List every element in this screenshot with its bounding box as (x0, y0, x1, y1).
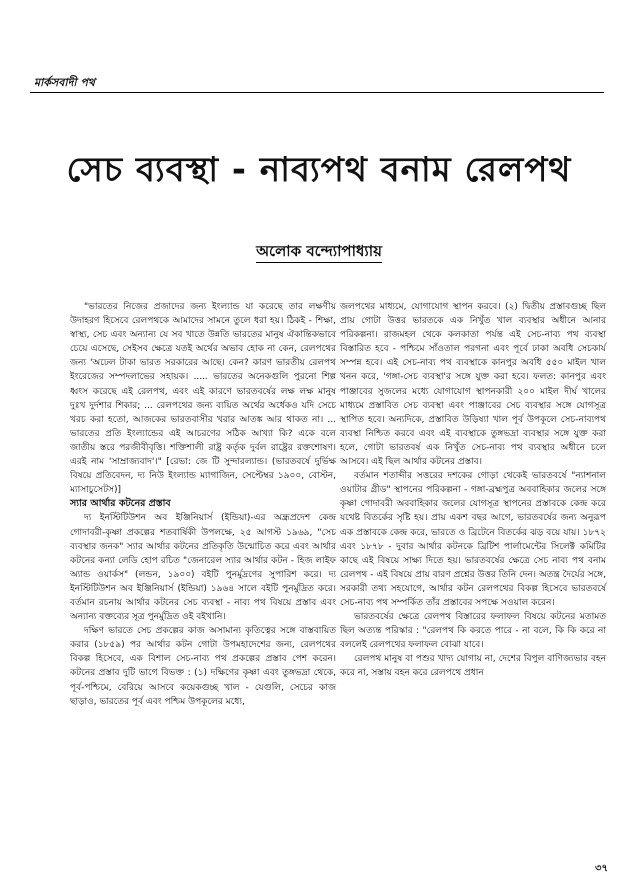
body-paragraph: রেলপথ মানুষ বা পশুর খাদ্য যোগায় না, দেশের বিপুল বাণিজ্যভার বহন করে না, সস্তায় বহন করে রেলপথে প্রধান (340, 654, 606, 679)
body-paragraph: বর্তমান শতাব্দীর সত্তরের দশকের গোড়া থেকেই ভারতবর্ষে "ন্যাশনাল ওয়াটার গ্রীড" স্থাপনের পরিকল্পনা - গঙ্গা-ব্রহ্মপুত্র অববাহিকার জলের সঙ্গে কৃষ্ণা গোদাবরী অববাহিকার জলের যোগসূত্র স্থাপনের প্রস্তাবকে কেন্দ্র করে যথেষ্ট বিতর্কের সৃষ্টি হয়। প্রায় একশ বছর আগে, ভারতবর্ষের জন্য অনুরূপ এক প্রস্তাবকে কেন্দ্র করে, ভারতে ও ব্রিটেনে বিতর্কের ঝড় বয়ে যায়। ১৮৭২ এবং ১৮৭৮ - দুবার আর্থার কটনকে ব্রিটিশ পার্লামেন্টের সিলেক্ট কমিটির কাছে এই বিষয়ে সাক্ষ্য দিতে হয়। ভারতবর্ষের ক্ষেত্রে সেচ নাব্য পথ বনাম রেলপথ - এই বিষয়ে প্রায় বারণ প্রশ্নের উত্তর তিনি দেন। অতন্ত্র দৈর্যের সঙ্গে, সরকারী তথ্য সহযোগে, আর্থার কটন রেলপথের বিকল্প হিসেবে ভারতবর্ষে সেচ-নাব্য পথ সম্পর্কিত তাঁর প্রস্তাবের সপক্ষে সওয়াল করেন। (340, 471, 606, 608)
header-rule (30, 92, 604, 93)
journal-name: মার্কসবাদী পথ (34, 76, 95, 89)
article-title: সেচ ব্যবস্থা - নাব্যপথ বনাম রেলপথ (66, 150, 572, 190)
section-heading: স্যার আর্থার কটনের প্রস্তাব (70, 498, 171, 510)
body-paragraph: দক্ষিণ ভারতে সেচ প্রকল্পের কাজ অসামান্য কৃতিত্বের সঙ্গে বাস্তবায়িত করার (১৮৫৯) পর আর্থার কটন গোটা উপমহাদেশের জন্য, রেলপথের বিকল্প হিসেবে, এক বিশাল সেচ-নাব্য পথ প্রকল্পের প্রস্তাব পেশ করেন। কটনের প্রস্তাব দুটি ভাগে বিভক্ত : (১) দক্ষিণের কৃষ্ণা এবং তুঙ্গভদ্রা থেকে, পূর্ব-পশ্চিমে, বেরিয়ে আসবে কয়েকগুচ্ছ খাল - যেগুলি, সেচের কাজ ছাড়াও, ভারতের পূর্ব এবং পশ্চিম উপকূলের মধ্যে, (70, 626, 336, 707)
body-paragraph: দ্য ইনস্টিটিউশন অব ইঞ্জিনিয়ার্স (ইন্ডিয়া)-এর অন্ধ্রপ্রদেশ কেন্দ্র গোদাবরী-কৃষ্ণা প্রকল্পের শতবার্ষিকী উপলক্ষে, ২৫ আগস্ট ১৯৬৯, "সেচ ব্যবস্থার জনক" স্যার আর্থার কটনের প্রতিকৃতি উন্মোচিত করে এবং আর্থার কটনের কন্যা লেডি হোপ রচিত "জেনারেল স্যার আর্থার কটন - হিজ লাইফ অ্যান্ড ওয়ার্কস" (লন্ডন, ১৯০০) বইটি পুনর্মুদ্রণের সুপারিশ করে। দ্য ইনস্টিটিউশন অব ইঞ্জিনিয়ার্স (ইন্ডিয়া) ১৯৬৪ সালে বইটি পুনর্মুদ্রিত করে। বর্তমান রচনায় আর্থার কটনের সেচ ব্যবস্থা - নাব্য পথ বিষয়ে প্রস্তাব এবং অন্যান্য বক্তব্যের সূত্র পুনর্মুদ্রিত ওই বইখানি। (70, 513, 336, 623)
right-column (340, 300, 606, 681)
page-number: ৩৭ (594, 863, 608, 874)
author-name: অলোক বন্দ্যোপাধ্যায় (256, 242, 382, 263)
quote-paragraph: "ভারতের নিজের প্রজাদের জন্য ইংল্যান্ড যা করেছে তার লক্ষণীয় উদাহরণ হিসেবে রেলপথকে আমাদের সামনে তুলে ধরা হয়। ঠিকই - শিক্ষা, স্বাস্থ্য, সেচ এবং অন্যান্য যে সব খাতে উন্নতি ভারতের মানুষ ঐকান্তিকভাবে চেয়ে এসেছে, সেইসব ক্ষেত্রে যতই অর্থের অভাব হোক না কেন, রেলপথের জন্য 'অঢেল টাকা ভারত সরকারের আছে। কেন? কারণ ভারতীয় রেলপথ ইংরেজের সম্পদলাভের সহায়ক। ..... ভারতের অনেকগুলি পুরনো শিল্প ধ্বংস করেছে এই রেলপথ, এবং এই কারণে ভারতবর্ষের লক্ষ লক্ষ মানুষ দুঃখ দুর্দশার শিকার; ... রেলপথের জন্য ব্যয়িত অর্থের অর্ধেকও যদি সেচে খরচ করা হতো, আজকের ভারতবাসীর খরার আতঙ্ক আর থাকত না। ... ভারতের প্রতি ইংল্যান্ডের এই আচরণের সঠিক আখ্যা কি? একে বলে জাতীয় স্তরে পরজীবীবৃত্তি। শক্তিশালী রাষ্ট্র কর্তৃক দুর্বল রাষ্ট্রের রক্তশোষণ। এরই নাম 'সাম্রাজ্যবাদ'।" [রেভা: জে টি সুন্দারল্যান্ড। (ভারতবর্ষে দুর্ভিক্ষ বিষয়ে প্রতিবেদন, দ্য নিউ ইংল্যান্ড ম্যাগাজিন, সেপ্টেম্বর ১৯০০, বোস্টন, ম্যাসাচুসেটস)] (70, 302, 336, 496)
article-author (0, 240, 638, 265)
body-paragraph: জলপথের মাধ্যমে, যোগাযোগ স্থাপন করবে। (২) দ্বিতীয় প্রস্তাবগুচ্ছ ছিল প্রায় গোটা উত্তর ভারতকে এক নিখুঁত খাল ব্যবস্থার অধীনে আনার পরিকল্পনা। রাজমহল থেকে কলকাতা পর্যন্ত এই সেচ-নাব্য পথ ব্যবস্থা বিস্তারিত হবে - পশ্চিমে সাঁওতাল পরগনা এবং পূর্বে ঢাকা অবধি সেচকার্য সম্পন্ন হবে। এই সেচ-নাব্য পথ ব্যবস্থাকে কানপুর অবধি ৫৫০ মাইল খাল খনন করে, 'গঙ্গা-সেচ ব্যবস্থা'র সঙ্গে যুক্ত করা হবে। ফলত: কানপুর এবং পাঞ্জাবের সুজলের মধ্যে যোগাযোগ স্থাপনকারী ২০০ মাইল দীর্ঘ খালের মাধ্যমে প্রস্তাবিত সেচ ব্যবস্থা এবং পাঞ্জাবের সেচ ব্যবস্থার সঙ্গে যোগসূত্র স্থাপিত হবে। অন্যদিকে, প্রস্তাবিত উড়িষ্যা খাল পূর্ব উপকূলে সেচ-নাব্যপথ ব্যবস্থা নিশ্চিত করবে এবং এই ব্যবস্থাকে তুঙ্গভদ্রা ব্যবস্থার সঙ্গে যুক্ত করা হলে, গোটা ভারতবর্ষ এক নিখুঁত সেচ-নাব্য পথ ব্যবস্থার অধীনে চলে আসবে। এই ছিল আর্থার কটনের প্রস্তাব। (340, 302, 606, 468)
body-paragraph: ভারতবর্ষের ক্ষেত্রে রেলপথ বিস্তারের ফলাফল বিষয়ে কটনের মতামত ছিল অত্যন্ত পরিস্কার : "রেলপথ কি করতে পারে - না বলে, কি কি করে না বললেই রেলপথের ফলাফল বোঝা যাবে। (340, 612, 606, 651)
left-column (70, 300, 336, 709)
